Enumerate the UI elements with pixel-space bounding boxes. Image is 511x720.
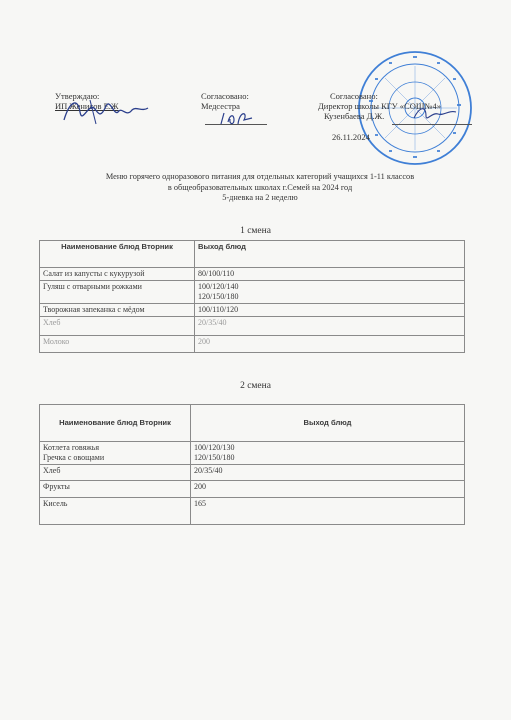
output-cell: 100/110/120 <box>195 304 465 317</box>
dish-column-header: Наименование блюд Вторник <box>40 241 195 268</box>
table-row <box>40 498 465 525</box>
table-row <box>40 268 465 281</box>
shift-2-menu-table <box>39 404 465 525</box>
table-row <box>40 465 465 481</box>
nurse-position: Медсестра <box>201 101 240 111</box>
dish-cell: Салат из капусты с кукурузой <box>40 268 195 281</box>
table-row <box>40 481 465 498</box>
dish-name: Гречка с овощами <box>43 453 105 462</box>
output-value: 120/150/180 <box>198 292 239 301</box>
menu-title <box>40 172 480 204</box>
table-row <box>40 336 465 353</box>
output-cell: 20/35/40 <box>195 317 465 336</box>
title-line-1: Меню горячего одноразового питания для отдельных категорий учащихся 1-11 классов <box>105 172 415 181</box>
output-column-header: Выход блюд <box>195 241 465 268</box>
agreement-label: Согласовано: <box>330 91 378 101</box>
dish-cell: Кисель <box>40 498 191 525</box>
agreement-label: Согласовано: <box>201 91 249 101</box>
director-name: Кузенбаева Д.Ж. <box>324 111 385 121</box>
title-line-3: 5-дневка на 2 неделю <box>222 193 298 202</box>
title-line-2: в общеобразовательных школах г.Семей на 2024 год <box>167 182 353 192</box>
dish-cell <box>40 442 191 465</box>
approver-name: ИП Женисов Е.Ж <box>55 101 119 111</box>
dish-cell: Хлеб <box>40 465 191 481</box>
output-cell <box>191 442 465 465</box>
output-value: 100/120/140 <box>198 282 239 291</box>
output-value: 100/120/130 <box>194 443 235 452</box>
shift-1-menu-table <box>39 240 465 353</box>
nurse-signature <box>218 108 256 128</box>
table-row <box>40 317 465 336</box>
table-header-row <box>40 241 465 268</box>
output-column-header: Выход блюд <box>191 405 465 442</box>
table-row <box>40 281 465 304</box>
dish-cell: Молоко <box>40 336 195 353</box>
output-value: 120/150/180 <box>194 453 235 462</box>
dish-cell: Фрукты <box>40 481 191 498</box>
approver-signature <box>60 94 152 128</box>
dish-cell: Гуляш с отварными рожками <box>40 281 195 304</box>
output-cell: 165 <box>191 498 465 525</box>
table-row <box>40 304 465 317</box>
approval-date: 26.11.2024 <box>332 132 370 142</box>
table-header-row <box>40 405 465 442</box>
output-cell: 200 <box>195 336 465 353</box>
approval-label: Утверждаю: <box>55 91 100 101</box>
dish-cell: Творожная запеканка с мёдом <box>40 304 195 317</box>
dish-name: Котлета говяжья <box>43 443 100 452</box>
dish-column-header: Наименование блюд Вторник <box>40 405 191 442</box>
shift-2-heading: 2 смена <box>240 381 271 391</box>
output-cell: 20/35/40 <box>191 465 465 481</box>
shift-1-heading: 1 смена <box>240 226 271 236</box>
table-row <box>40 442 465 465</box>
output-cell: 200 <box>191 481 465 498</box>
output-cell <box>195 281 465 304</box>
output-cell: 80/100/110 <box>195 268 465 281</box>
director-signature <box>412 104 458 124</box>
director-signature-line <box>392 124 472 125</box>
dish-cell: Хлеб <box>40 317 195 336</box>
director-position: Директор школы КГУ «СОШ№4» <box>318 101 442 111</box>
